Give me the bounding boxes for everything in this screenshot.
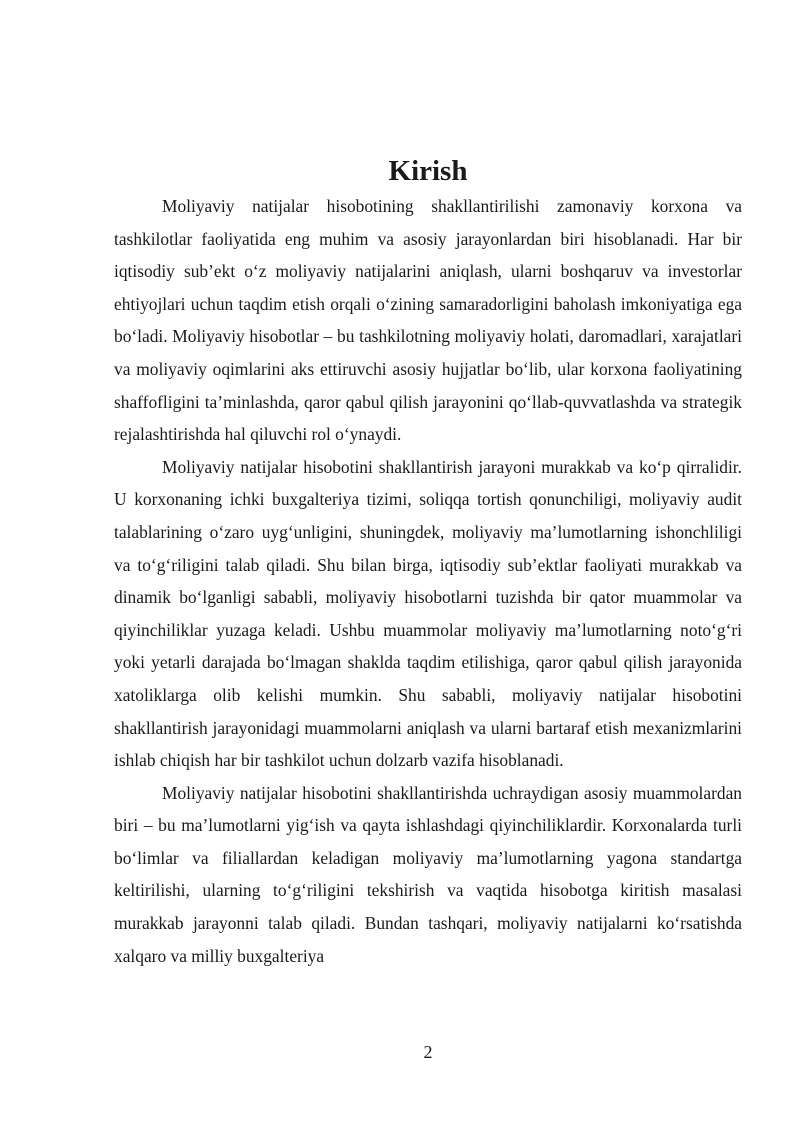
paragraph-1: Moliyaviy natijalar hisobotining shakllantirilishi zamonaviy korxona va tashkilotlar faoliyatida eng muhim va asosiy jarayonlardan biri hisoblanadi. Har bir iqtisodiy sub’ekt o‘z moliyaviy natijalarini aniqlash, ularni boshqaruv va investorlar ehtiyojlari uchun taqdim etish orqali o‘zining samaradorligini baholash imkoniyatiga ega bo‘ladi. Moliyaviy hisobotlar – bu tashkilotning moliyaviy holati, daromadlari, xarajatlari va moliyaviy oqimlarini aks ettiruvchi asosiy hujjatlar bo‘lib, ular korxona faoliyatining shaffofligini ta’minlashda, qaror qabul qilish jarayonini qo‘llab-quvvatlashda va strategik rejalashtirishda hal qiluvchi rol o‘ynaydi. — [114, 196, 742, 445]
paragraph-2: Moliyaviy natijalar hisobotini shakllantirish jarayoni murakkab va ko‘p qirralidir. U korxonaning ichki buxgalteriya tizimi, soliqqa tortish qonunchiligi, moliyaviy audit talablarining o‘zaro uyg‘unligini, shuningdek, moliyaviy ma’lumotlarning ishonchliligi va to‘g‘riligini talab qiladi. Shu bilan birga, iqtisodiy sub’ektlar faoliyati murakkab va dinamik bo‘lganligi sababli, moliyaviy hisobotlarni tuzishda bir qator muammolar va qiyinchiliklar yuzaga keladi. Ushbu muammolar moliyaviy ma’lumotlarning noto‘g‘ri yoki yetarli darajada bo‘lmagan shaklda taqdim etilishiga, qaror qabul qilish jarayonida xatoliklarga olib kelishi mumkin. Shu sababli, moliyaviy natijalar hisobotini shakllantirish jarayonidagi muammolarni aniqlash va ularni bartaraf etish mexanizmlarini ishlab chiqish har bir tashkilot uchun dolzarb vazifa hisoblanadi. — [114, 456, 742, 771]
page-number: 2 — [423, 1042, 433, 1062]
paragraph-3: Moliyaviy natijalar hisobotini shakllantirishda uchraydigan asosiy muammolardan biri – bu ma’lumotlarni yig‘ish va qayta ishlashdagi qiyinchiliklardir. Korxonalarda turli bo‘limlar va filiallardan keladigan moliyaviy ma’lumotlarning yagona standartga keltirilishi, ularning to‘g‘riligini tekshirish va vaqtida hisobotga kiritish masalasi murakkab jarayonni talab qiladi. Bundan tashqari, moliyaviy natijalarni ko‘rsatishda xalqaro va milliy buxgalteriya — [114, 782, 742, 966]
page-title: Kirish — [388, 155, 468, 188]
body-text — [114, 190, 742, 972]
